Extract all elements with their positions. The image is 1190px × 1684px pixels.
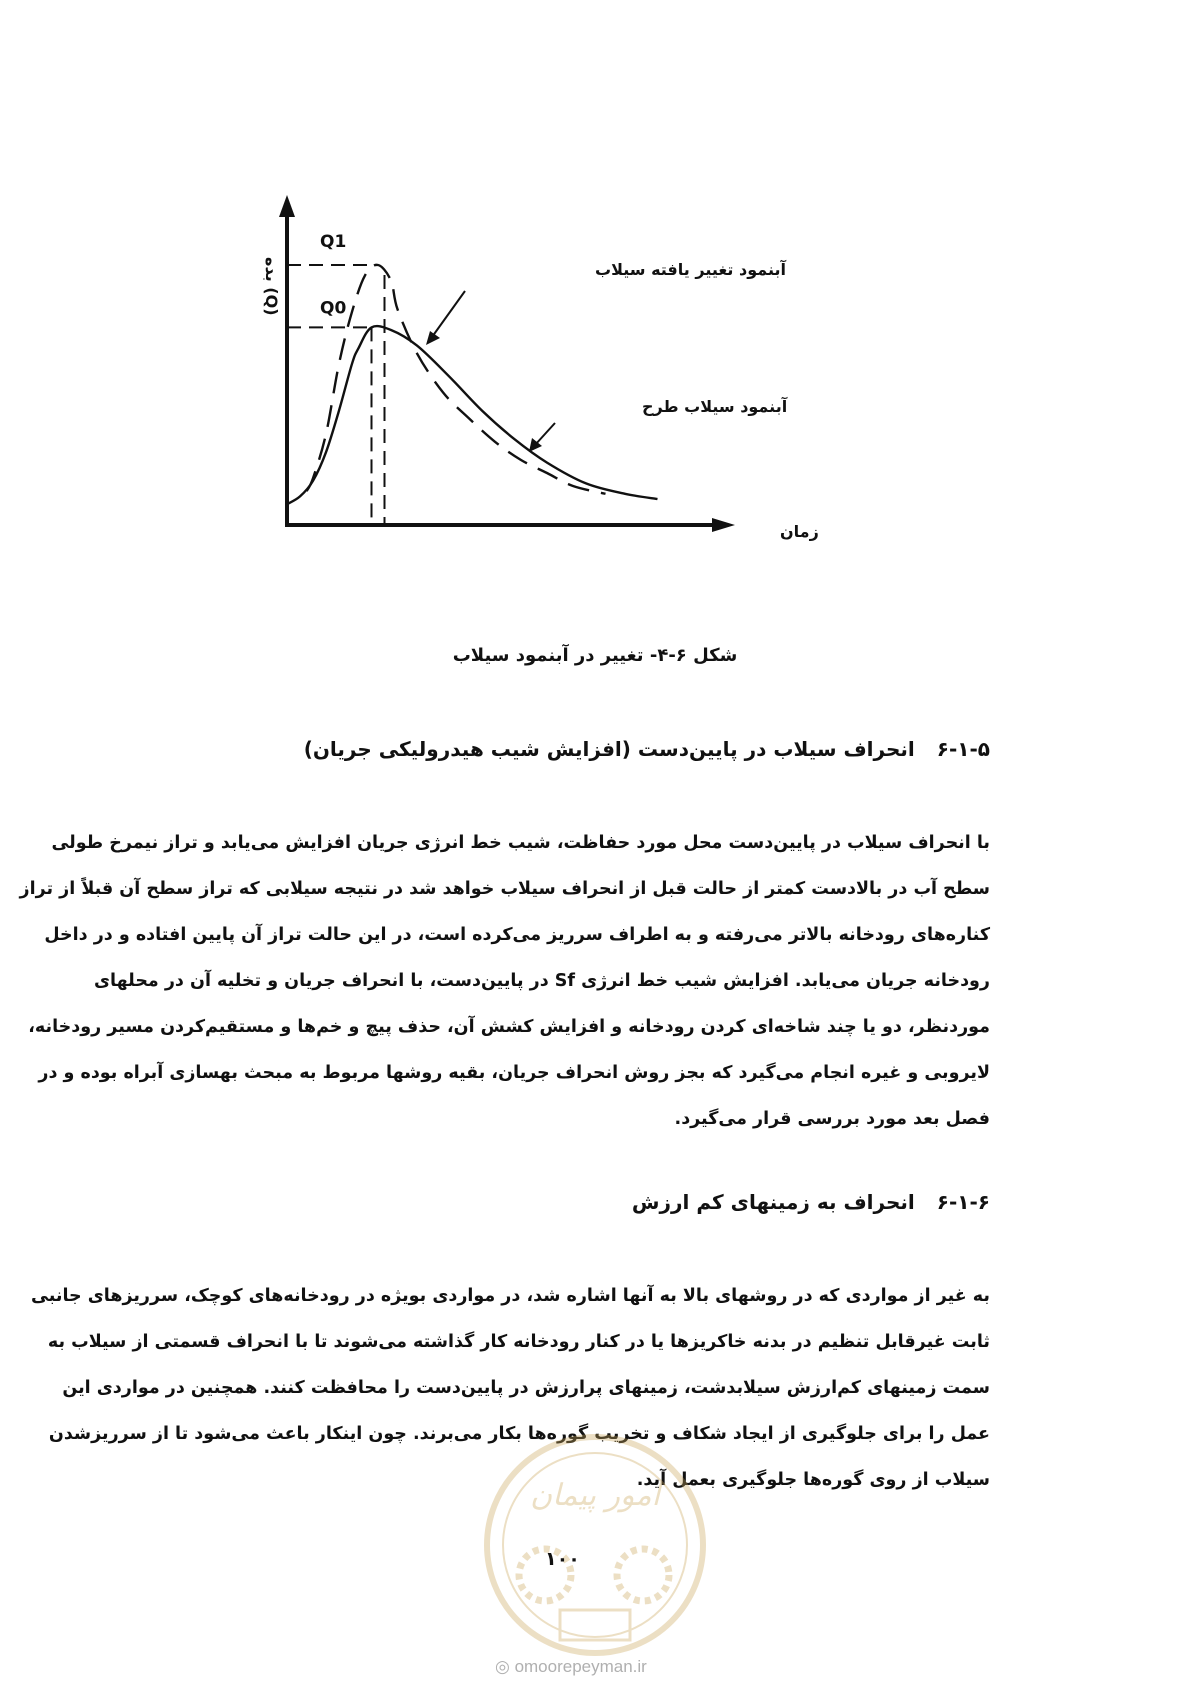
seal-text: امور پیمان: [530, 1478, 660, 1513]
section-title: انحراف به زمینهای کم ارزش: [631, 1190, 915, 1214]
section-heading-2: [632, 1190, 990, 1214]
design-label-leader: [535, 423, 555, 445]
paragraph-line: سمت زمینهای کم‌ارزش سیلابدشت، زمینهای پرارزش در پایین‌دست را محافظت کنند. همچنین در مواردی این: [62, 1378, 990, 1398]
paragraph-line: موردنظر، دو یا چند شاخه‌ای کردن رودخانه و افزایش کشش آن، حذف پیچ و خم‌ها و مستقیم‌کردن مسیر رودخانه،: [28, 1017, 990, 1037]
changed-label-leader: [432, 291, 465, 337]
chart-axes: [279, 195, 735, 532]
x-axis-arrowhead: [712, 518, 735, 532]
page-number: ۱۰۰: [545, 1548, 580, 1570]
paragraph-line: به غیر از مواردی که در روشهای بالا به آنها اشاره شد، در مواردی بویژه در رودخانه‌های کوچک، سرریزهای جانبی: [31, 1286, 990, 1306]
changed-hydrograph-label: آبنمود تغییر یافته سیلاب: [595, 260, 786, 279]
y-axis-arrowhead: [279, 195, 295, 217]
seal-gear-right: [617, 1549, 669, 1601]
paragraph-line: با انحراف سیلاب در پایین‌دست محل مورد حفاظت، شیب خط انرژی جریان افزایش می‌یابد و تراز نیمرخ طولی: [51, 833, 990, 853]
paragraph-line: سیلاب از روی گوره‌ها جلوگیری بعمل آید.: [636, 1470, 990, 1490]
watermark-site: ◎ omoorepeyman.ir: [495, 1657, 647, 1676]
q0-label: Q0: [320, 298, 347, 319]
y-axis-label: بده (Q): [262, 257, 281, 316]
paragraph-line: کناره‌های رودخانه بالاتر می‌رفته و به اطراف سرریز می‌کرده است، در این حالت تراز آن پایین افتاده و در داخل: [44, 925, 990, 945]
changed-label-arrowhead: [426, 331, 440, 345]
section-number: ۶-۱-۵: [936, 737, 990, 761]
seal-grid: [560, 1610, 630, 1640]
section-title: انحراف سیلاب در پایین‌دست (افزایش شیب هیدرولیکی جریان): [303, 737, 915, 761]
hydrograph-figure: [250, 195, 850, 595]
paragraph-line: لایروبی و غیره انجام می‌گیرد که بجز روش انحراف جریان، بقیه روشها مربوط به مبحث بهسازی آبراه بوده و در: [38, 1063, 990, 1083]
hydrograph-chart: [250, 195, 850, 595]
section-heading-1: [304, 737, 990, 761]
paragraph-line: فصل بعد مورد بررسی قرار می‌گیرد.: [674, 1109, 990, 1129]
design-hydrograph-label: آبنمود سیلاب طرح: [642, 397, 788, 416]
changed-hydrograph-curve: [307, 265, 606, 494]
figure-caption: شکل ۶-۴- تغییر در آبنمود سیلاب: [452, 645, 738, 666]
section-number: ۶-۱-۶: [936, 1190, 990, 1214]
paragraph-line: عمل را برای جلوگیری از ایجاد شکاف و تخریب گوره‌ها بکار می‌برند. چون اینکار باعث می‌شود تا از سرریزشدن: [48, 1424, 990, 1444]
paragraph-line: ثابت غیرقابل تنظیم در بدنه خاکریزها یا در کنار رودخانه کار گذاشته می‌شوند تا با انحراف قسمتی از سیلاب به: [47, 1332, 990, 1352]
paragraph-line: رودخانه جریان می‌یابد. افزایش شیب خط انرژی Sf در پایین‌دست، با انحراف جریان و تخلیه آن در محلهای: [94, 971, 990, 991]
x-axis-label: زمان: [780, 522, 819, 541]
section-2-paragraph: [31, 1273, 990, 1503]
section-1-paragraph: [19, 820, 990, 1142]
paragraph-line: سطح آب در بالادست کمتر از حالت قبل از انحراف سیلاب خواهد شد در نتیجه سیلابی که تراز سطح آن قبلاً از تراز: [19, 879, 990, 899]
q1-label: Q1: [320, 232, 347, 252]
